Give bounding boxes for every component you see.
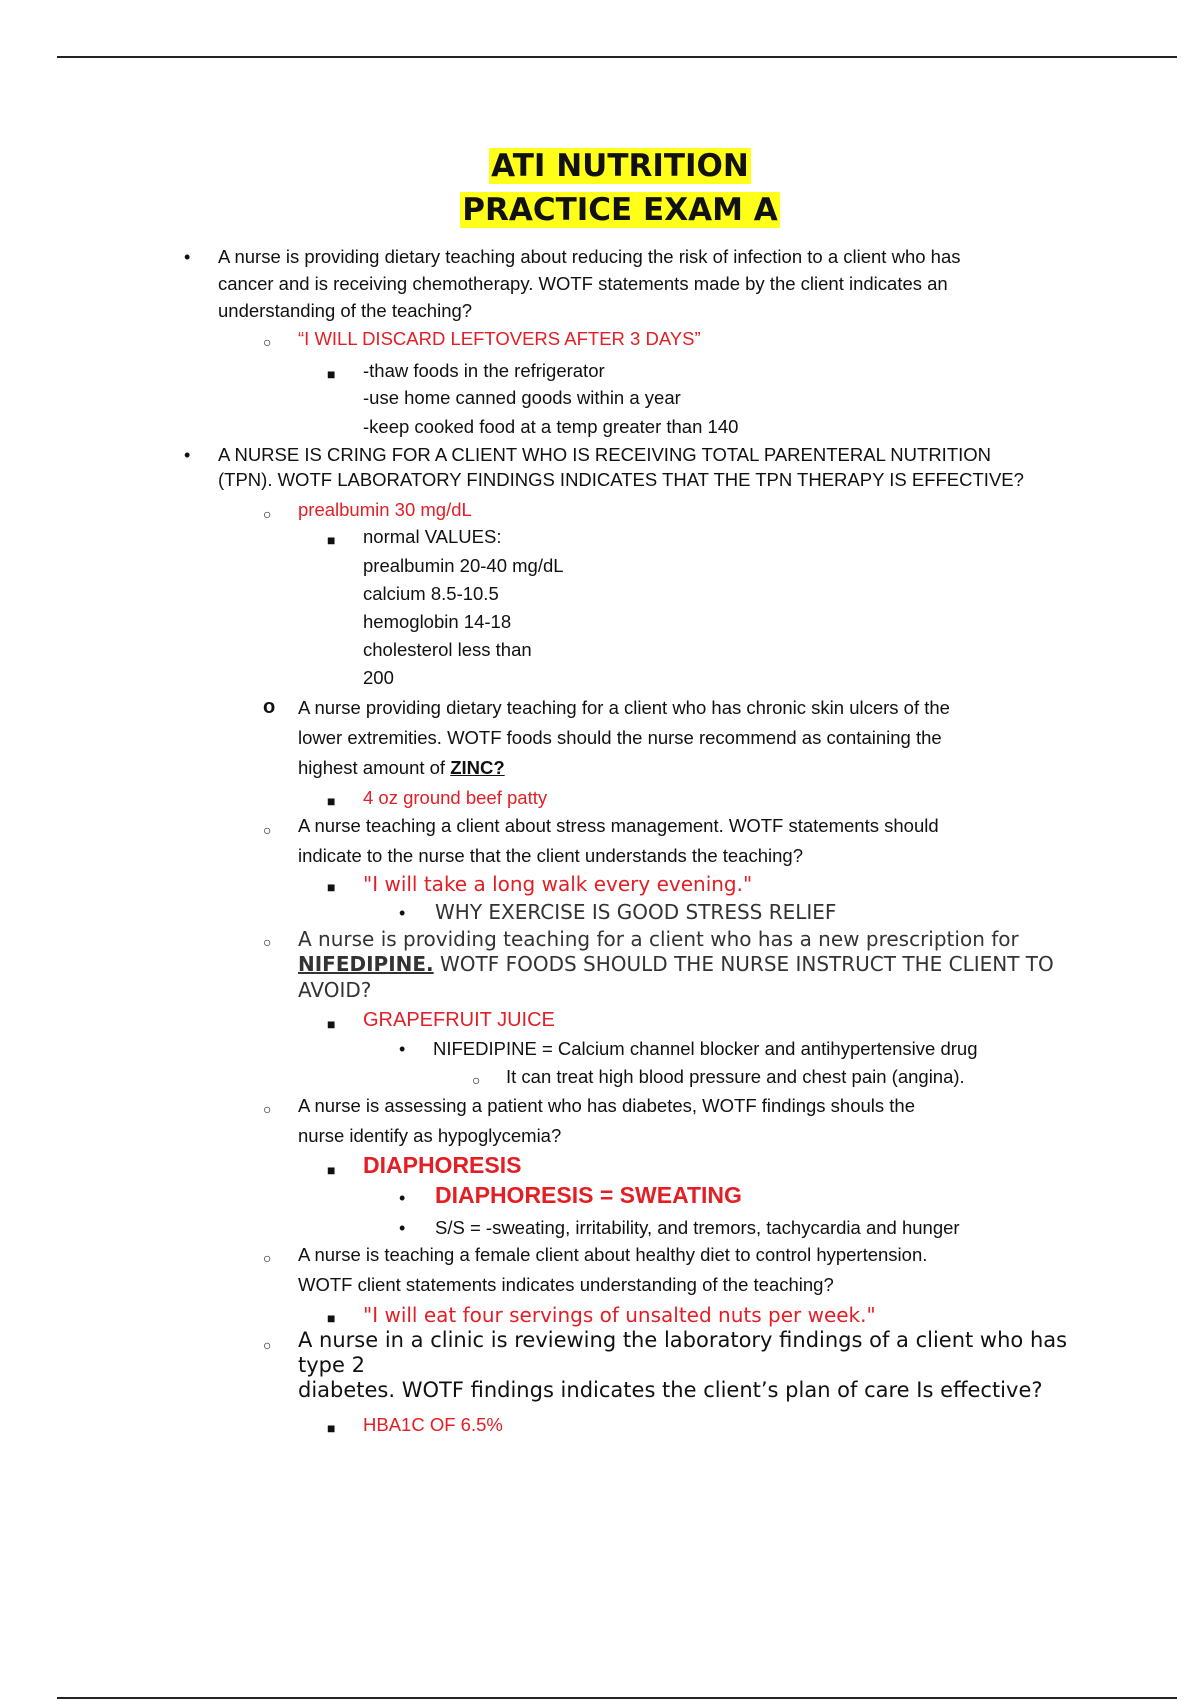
- question-2-note5: cholesterol less than: [363, 639, 532, 660]
- question-3-answer: 4 oz ground beef patty: [363, 787, 548, 808]
- question-2-line1: A NURSE IS CRING FOR A CLIENT WHO IS RECEIVING TOTAL PARENTERAL NUTRITION: [218, 444, 992, 465]
- question-5-note1: NIFEDIPINE = Calcium channel blocker and antihypertensive drug: [433, 1038, 978, 1059]
- bullet-icon: [184, 443, 190, 467]
- question-1-answer: “I WILL DISCARD LEFTOVERS AFTER 3 DAYS”: [298, 328, 701, 349]
- question-5-line2: NIFEDIPINE. WOTF FOODS SHOULD THE NURSE INSTRUCT THE CLIENT TO: [298, 952, 1054, 976]
- question-5-line1: A nurse is providing teaching for a client who has a new prescription for: [298, 927, 1019, 951]
- question-3-line1: A nurse providing dietary teaching for a client who has chronic skin ulcers of the: [298, 697, 950, 718]
- question-2-answer: prealbumin 30 mg/dL: [298, 499, 472, 520]
- bullet-icon: [399, 1216, 405, 1240]
- square-bullet-icon: [327, 874, 335, 899]
- question-6-note2: S/S = -sweating, irritability, and tremors, tachycardia and hunger: [435, 1217, 960, 1238]
- question-5-answer: GRAPEFRUIT JUICE: [363, 1009, 555, 1031]
- question-3-line3: highest amount of ZINC?: [298, 757, 505, 778]
- circle-bullet-icon: [263, 1096, 271, 1121]
- circle-bullet-icon: [263, 501, 271, 526]
- question-8-line2: type 2: [298, 1353, 365, 1377]
- question-1-line3: understanding of the teaching?: [218, 300, 473, 321]
- question-1-note3: -keep cooked food at a temp greater than 140: [363, 416, 739, 437]
- circle-bullet-icon: [263, 1332, 271, 1357]
- square-bullet-icon: [327, 788, 335, 813]
- bullet-icon: [399, 1037, 405, 1061]
- question-2-note2: prealbumin 20-40 mg/dL: [363, 555, 564, 576]
- square-bullet-icon: [327, 361, 335, 386]
- footer-rule: [57, 1697, 1177, 1699]
- circle-bullet-icon: [263, 817, 271, 842]
- question-6-note1: DIAPHORESIS = SWEATING: [435, 1182, 742, 1208]
- question-1-line2: cancer and is receiving chemotherapy. WOTF statements made by the client indicates an: [218, 273, 948, 294]
- page-title-line2: PRACTICE EXAM A: [462, 192, 778, 228]
- question-2-note1: normal VALUES:: [363, 526, 502, 547]
- circle-bullet-icon: [263, 929, 271, 954]
- bullet-icon: [399, 901, 405, 925]
- question-1-note1: -thaw foods in the refrigerator: [363, 360, 605, 381]
- question-8-line1: A nurse in a clinic is reviewing the laboratory findings of a client who has: [298, 1328, 1068, 1352]
- question-8-line3: diabetes. WOTF findings indicates the client’s plan of care Is effective?: [298, 1378, 1043, 1402]
- square-bullet-icon: [327, 1415, 335, 1440]
- question-2-note3: calcium 8.5-10.5: [363, 583, 499, 604]
- question-5-note2: It can treat high blood pressure and chest pain (angina).: [506, 1066, 965, 1087]
- question-4-line2: indicate to the nurse that the client understands the teaching?: [298, 845, 803, 866]
- question-7-answer: "I will eat four servings of unsalted nuts per week.": [363, 1303, 876, 1327]
- zinc-emphasis: ZINC?: [450, 757, 505, 778]
- question-6-line2: nurse identify as hypoglycemia?: [298, 1125, 562, 1146]
- question-6-answer: DIAPHORESIS: [363, 1152, 522, 1178]
- square-bullet-icon: [327, 527, 335, 552]
- square-bullet-icon: [327, 1157, 335, 1182]
- circle-bullet-icon: [263, 695, 275, 719]
- question-4-answer: "I will take a long walk every evening.": [363, 872, 753, 896]
- square-bullet-icon: [327, 1011, 335, 1036]
- nifedipine-emphasis: NIFEDIPINE.: [298, 952, 434, 976]
- question-2-line2: (TPN). WOTF LABORATORY FINDINGS INDICATES THAT THE TPN THERAPY IS EFFECTIVE?: [218, 469, 1024, 490]
- question-5-line3: AVOID?: [298, 978, 372, 1002]
- question-6-line1: A nurse is assessing a patient who has diabetes, WOTF findings shouls the: [298, 1095, 915, 1116]
- question-4-why: WHY EXERCISE IS GOOD STRESS RELIEF: [435, 900, 837, 924]
- question-4-line1: A nurse teaching a client about stress management. WOTF statements should: [298, 815, 939, 836]
- circle-bullet-icon: [263, 1245, 271, 1270]
- bullet-icon: [399, 1186, 405, 1210]
- circle-bullet-icon: [263, 329, 271, 354]
- question-3-line2: lower extremities. WOTF foods should the nurse recommend as containing the: [298, 727, 942, 748]
- question-7-line1: A nurse is teaching a female client about healthy diet to control hypertension.: [298, 1244, 928, 1265]
- question-2-note4: hemoglobin 14-18: [363, 611, 512, 632]
- question-8-answer: HBA1C OF 6.5%: [363, 1414, 503, 1435]
- question-1-note2: -use home canned goods within a year: [363, 387, 681, 408]
- bullet-icon: [184, 245, 190, 269]
- header-rule: [57, 56, 1177, 58]
- question-2-note6: 200: [363, 667, 394, 688]
- circle-bullet-icon: [472, 1067, 480, 1092]
- question-7-line2: WOTF client statements indicates understanding of the teaching?: [298, 1274, 834, 1295]
- page-title-line1: ATI NUTRITION: [491, 148, 749, 184]
- question-1-line1: A nurse is providing dietary teaching about reducing the risk of infection to a client who has: [218, 246, 961, 267]
- square-bullet-icon: [327, 1305, 335, 1330]
